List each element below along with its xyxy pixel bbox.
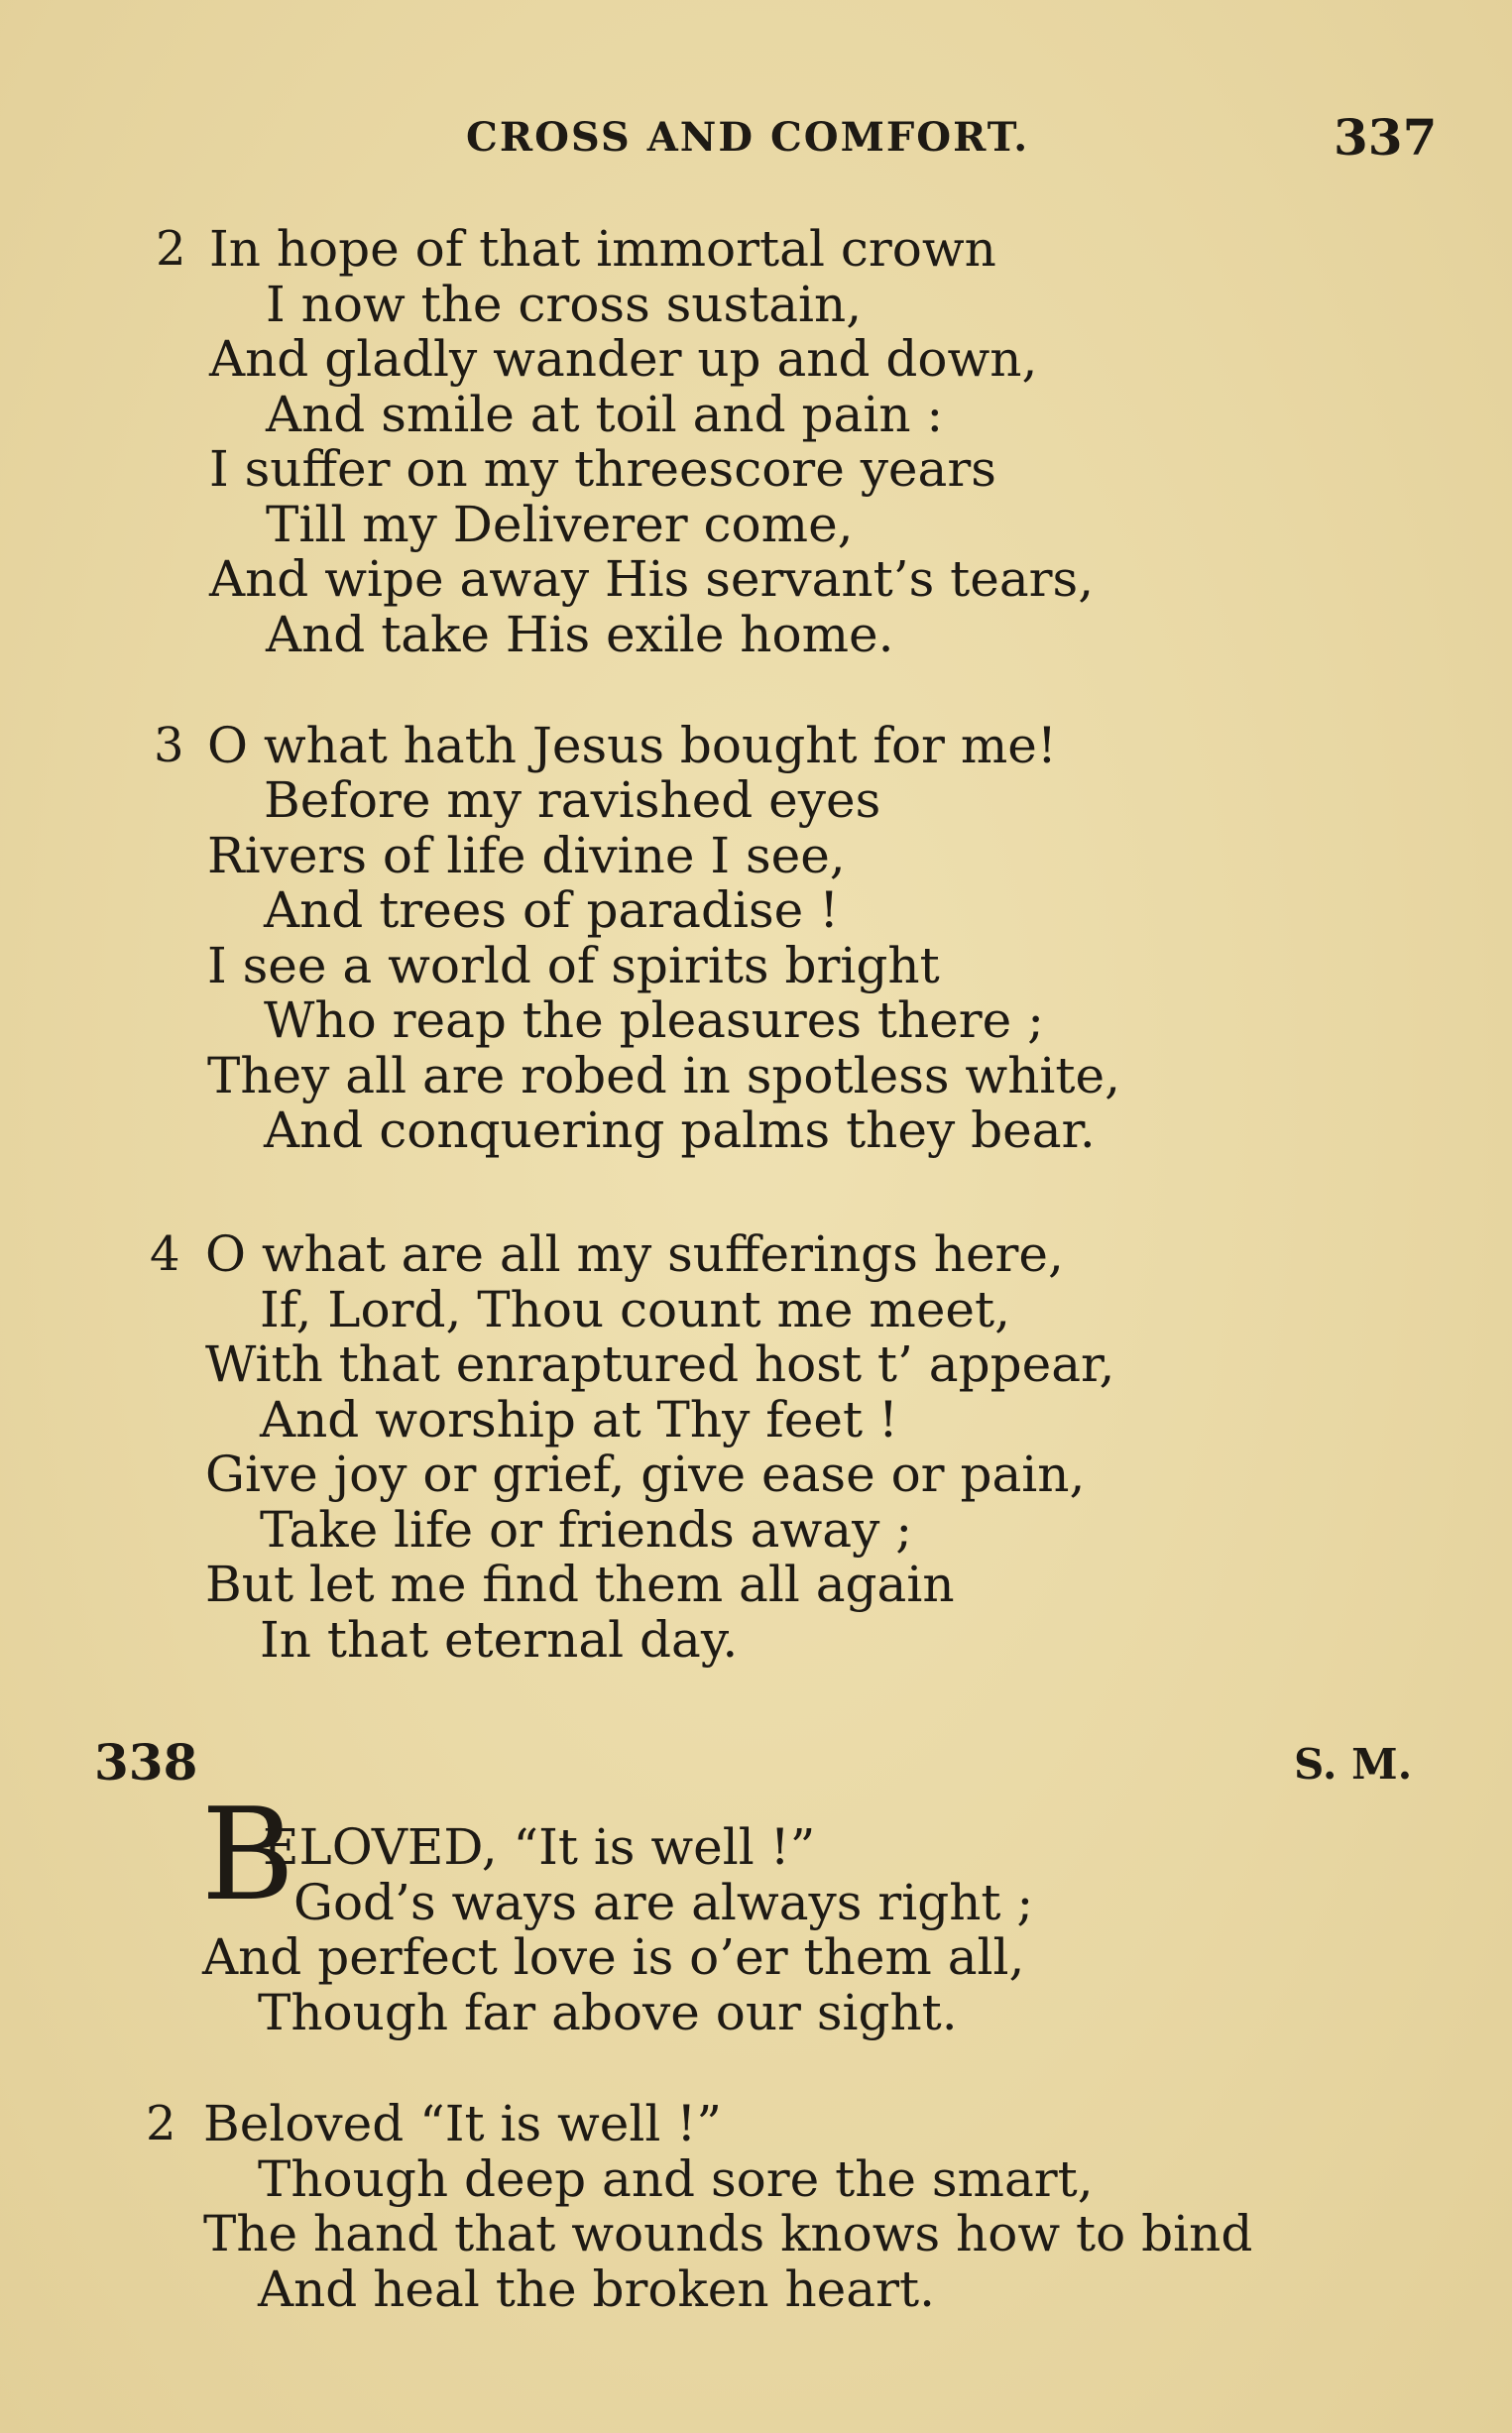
verse-line: But let me find them all again (205, 1556, 955, 1613)
verse-line: And conquering palms they bear. (264, 1101, 1096, 1159)
verse-line: Give joy or grief, give ease or pain, (205, 1446, 1086, 1503)
drop-cap: B (201, 1782, 295, 1929)
verse-line: And trees of paradise ! (264, 881, 840, 939)
verse-line: Though deep and sore the smart, (258, 2150, 1094, 2208)
verse-line: I now the cross sustain, (266, 276, 863, 333)
verse-line: God’s ways are always right ; (293, 1874, 1034, 1931)
verse-line: Beloved “It is well !” (203, 2095, 722, 2152)
verse-line: Take life or friends away ; (260, 1501, 913, 1559)
stanza-number: 2 (156, 221, 186, 277)
verse-line: If, Lord, Thou count me meet, (260, 1281, 1010, 1338)
verse-line: I suffer on my threescore years (209, 440, 996, 498)
verse-line: In hope of that immortal crown (209, 220, 996, 278)
stanza-number: 2 (146, 2096, 176, 2151)
verse-line: The hand that wounds knows how to bind (203, 2205, 1253, 2262)
verse-line: Though far above our sight. (258, 1984, 958, 2041)
stanza-number: 3 (154, 718, 184, 773)
verse-line: Till my Deliverer come, (266, 496, 854, 553)
verse-line: O what hath Jesus bought for me! (207, 717, 1057, 774)
verse-line: They all are robed in spotless white, (207, 1047, 1120, 1104)
verse-line: Before my ravished eyes (264, 771, 881, 829)
verse-line: Who reap the pleasures there ; (264, 991, 1044, 1049)
page-number: 337 (1334, 108, 1438, 167)
verse-line: And worship at Thy feet ! (260, 1391, 899, 1448)
stanza-number: 4 (150, 1226, 180, 1282)
verse-line: ELOVED, “It is well !” (263, 1818, 816, 1876)
verse-line: Rivers of life divine I see, (207, 827, 846, 884)
verse-line: With that enraptured host t’ appear, (205, 1335, 1115, 1393)
hymn-number: 338 (94, 1733, 198, 1792)
verse-line: And perfect love is o’er them all, (202, 1928, 1025, 1986)
verse-line: And take His exile home. (266, 606, 894, 663)
verse-line: And wipe away His servant’s tears, (209, 550, 1095, 608)
verse-line: And smile at toil and pain : (266, 386, 944, 443)
verse-line: In that eternal day. (260, 1611, 739, 1669)
page-header (0, 108, 1512, 174)
verse-line: I see a world of spirits bright (207, 937, 940, 994)
verse-line: And heal the broken heart. (258, 2260, 935, 2318)
verse-line: And gladly wander up and down, (209, 330, 1038, 388)
running-head: CROSS AND COMFORT. (466, 114, 1030, 161)
hymn-meter: S. M. (1294, 1740, 1413, 1789)
verse-line: O what are all my sufferings here, (205, 1225, 1064, 1283)
